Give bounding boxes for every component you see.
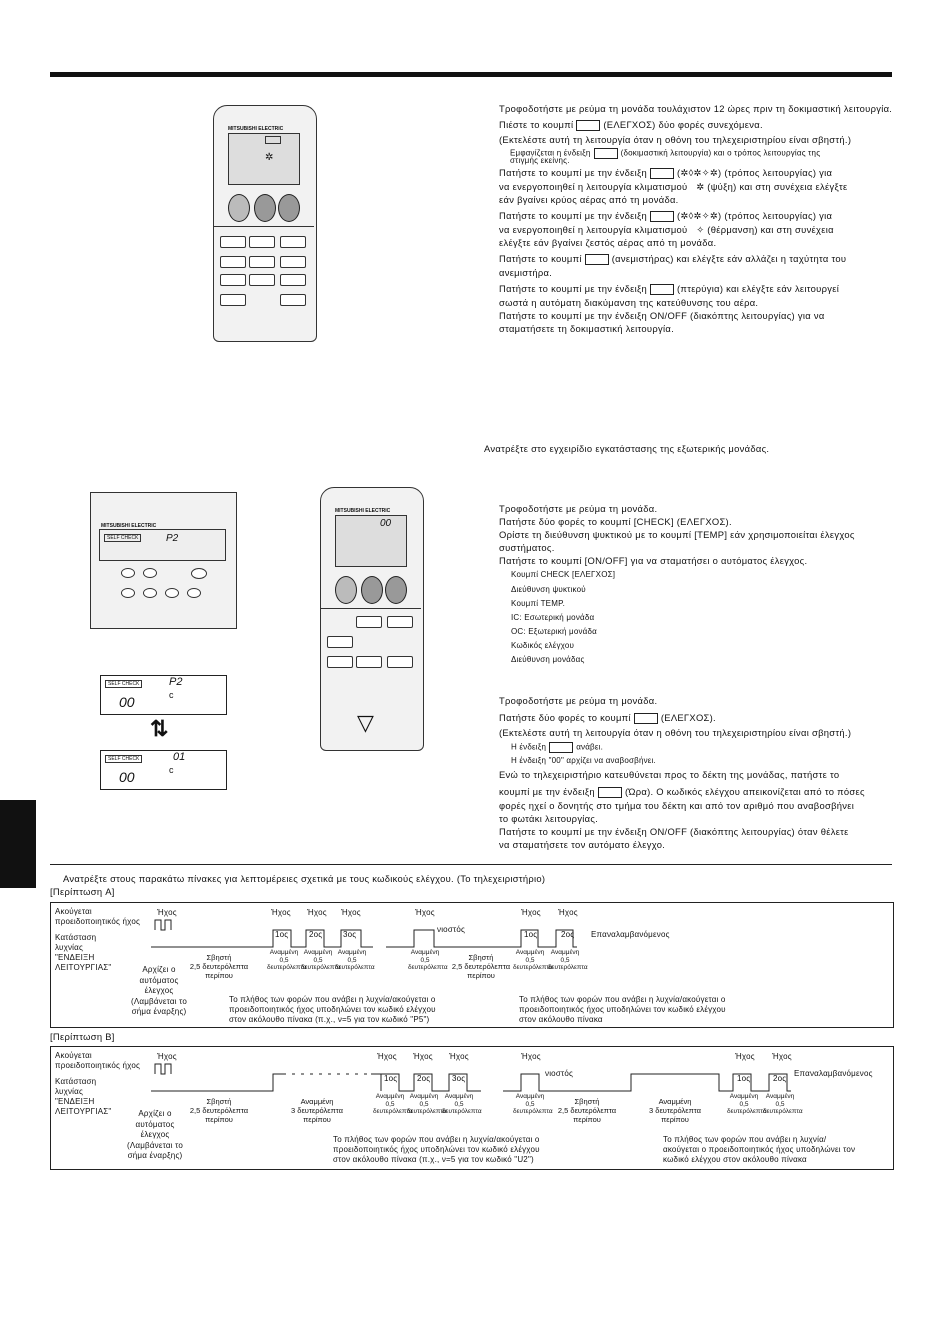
key-r3c1[interactable] <box>220 274 246 286</box>
caseB-title: [Περίπτωση B] <box>50 1031 115 1042</box>
tables-note: Ανατρέξτε στους παρακάτω πίνακες για λεπτομέρειες σχετικά με τους κωδικούς ελέγχου. (Το τηλεχειριστήριο) <box>63 873 546 884</box>
caseB-nth: νιοστός <box>545 1069 574 1078</box>
caseA-second: 2ος <box>309 930 323 939</box>
caseB-beep-4: Ήχος <box>449 1052 469 1061</box>
caseA-beep-6: Ήχος <box>521 908 541 917</box>
caseA-third: 3ος <box>343 930 357 939</box>
caseB-beep-5: Ήχος <box>521 1052 541 1061</box>
s3-line-11: να σταματήσετε τον αυτόματο έλεγχο. <box>499 839 666 850</box>
s3-line-2b: (ΕΛΕΓΧΟΣ). <box>660 712 716 723</box>
s3-line-9: το φωτάκι λειτουργίας. <box>499 813 599 824</box>
s1-line-9b: (τρόπος λειτουργίας) για <box>724 210 833 221</box>
zero-blink: 00 <box>380 518 392 529</box>
s3-line-7a: κουμπί με την ένδειξη <box>499 786 595 797</box>
s1-line-3: (Εκτελέστε αυτή τη λειτουργία όταν η οθόνη του τηλεχειριστηρίου είναι σβηστή.) <box>499 134 852 145</box>
key2-e[interactable] <box>356 656 382 668</box>
zero-readout-2: 00 <box>119 769 135 785</box>
key-w1[interactable] <box>121 588 135 598</box>
caseB-beep-2: Ήχος <box>377 1052 397 1061</box>
caseB-note-1: Το πλήθος των φορών που ανάβει η λυχνία/ακούγεται ο προειδοποιητικός ήχος υποδηλώνει τον κωδικό ελέγχου στον ακόλουθο πίνακα (π.χ., ν=5 για τον κωδικό "U2") <box>333 1135 540 1164</box>
s1-line-7b: (ψύξη) και στη συνέχεια ελέγξτε <box>707 181 848 192</box>
s3-line-6: Ενώ το τηλεχειριστήριο κατευθύνεται προς το δέκτη της μονάδας, πατήστε το <box>499 769 840 780</box>
caseA-off-2: Σβηστή 2,5 δευτερόλεπτα περίπου <box>451 953 511 980</box>
caseB-beep-1: Ήχος <box>157 1052 177 1061</box>
caseA-note-2: Το πλήθος των φορών που ανάβει η λυχνία/ακούγεται ο προειδοποιητικός ήχος υποδηλώνει τον κωδικό ελέγχου στον ακόλουθο πίνακα <box>519 995 726 1024</box>
s3-line-10: Πατήστε το κουμπί με την ένδειξη ON/OFF (διακόπτης λειτουργίας) όταν θέλετε <box>499 826 849 837</box>
s1-line-5: στιγμής εκείνης. <box>510 156 570 165</box>
caseA-beep-1: Ήχος <box>157 908 177 917</box>
caseA-lamp-wave <box>151 930 373 947</box>
caseA-row-lamp: Κατάσταση λυχνίας "ΕΝΔΕΙΞΗ ΛΕΙΤΟΥΡΓΙΑΣ" <box>55 933 112 972</box>
test-run-box <box>265 136 281 144</box>
s3-line-3: (Εκτελέστε αυτή τη λειτουργία όταν η οθόνη του τηλεχειριστηρίου είναι σβηστή.) <box>499 727 852 738</box>
time-button-icon <box>598 787 622 798</box>
remote-screen <box>228 133 300 185</box>
section-divider <box>50 864 892 865</box>
s2-line-4: συστήματος. <box>499 542 555 553</box>
mode-icons: (✲◊✲✧✲) <box>677 167 722 178</box>
temp-up-button[interactable] <box>278 194 300 222</box>
caseB-first: 1ος <box>384 1074 398 1083</box>
sensor-triangle-icon: ▽ <box>357 710 374 735</box>
s2-legend-2: Διεύθυνση ψυκτικού <box>511 585 586 594</box>
caseB-beep-6: Ήχος <box>735 1052 755 1061</box>
caseA-lit-5: Αναμμένη 0,5 δευτερόλεπτα <box>513 949 553 971</box>
caseA-beep-2: Ήχος <box>271 908 291 917</box>
s2-legend-6: Κωδικός ελέγχου <box>511 641 575 650</box>
caseB-first-2: 1ος <box>737 1074 751 1083</box>
s1-line-13: ανεμιστήρα. <box>499 267 553 278</box>
key2-b[interactable] <box>356 616 382 628</box>
caseB-panel <box>50 1046 894 1170</box>
temp-button-wired[interactable] <box>143 568 157 578</box>
remote2-brand: MITSUBISHI ELECTRIC <box>335 508 391 514</box>
s1-line-1: Τροφοδοτήστε με ρεύμα τη μονάδα τουλάχιστον 12 ώρες πριν τη δοκιμαστική λειτουργία. <box>499 103 893 114</box>
caseB-lit-6: Αναμμένη 0,5 δευτερόλεπτα <box>763 1093 803 1115</box>
caseB-second-2: 2ος <box>773 1074 787 1083</box>
caseB-second: 2ος <box>417 1074 431 1083</box>
key-w4[interactable] <box>187 588 201 598</box>
caseB-repeat: Επαναλαμβανόμενος <box>794 1069 873 1078</box>
display-readout-1 <box>100 675 227 715</box>
caseB-third: 3ος <box>452 1074 466 1083</box>
temp-down-button-2[interactable] <box>361 576 383 604</box>
p2-readout-2: P2 <box>169 676 183 688</box>
c-readout-2: c <box>169 765 174 775</box>
caseA-lamp-wave-2 <box>386 930 577 947</box>
wired-screen <box>99 529 226 561</box>
s1-line-14a: Πατήστε το κουμπί με την ένδειξη <box>499 283 647 294</box>
caseA-first: 1ος <box>275 930 289 939</box>
s1-line-8: εάν βγαίνει κρύος αέρας από τη μονάδα. <box>499 194 679 205</box>
self-check-label-3: SELF CHECK <box>105 755 142 763</box>
wired-remote <box>90 492 237 629</box>
mode-button-icon <box>650 168 674 179</box>
s3-line-4a: Η ένδειξη <box>511 742 547 752</box>
caseB-row-beep: Ακούγεται προειδοποιητικός ήχος <box>55 1051 141 1070</box>
s1-line-4b: (δοκιμαστική λειτουργία) και ο τρόπος λειτουργίας της <box>620 148 821 158</box>
top-rule <box>50 72 892 77</box>
s1-line-2b: (ΕΛΕΓΧΟΣ) δύο φορές συνεχόμενα. <box>603 119 763 130</box>
s1-line-14b: (πτερύγια) και ελέγξτε εάν λειτουργεί <box>677 283 840 294</box>
s1-line-10b: (θέρμανση) και στη συνέχεια <box>707 224 834 235</box>
wired-brand: MITSUBISHI ELECTRIC <box>101 523 157 529</box>
wireless-remote-2 <box>320 487 424 751</box>
caseA-lit-4: Αναμμένη 0,5 δευτερόλεπτα <box>408 949 448 971</box>
s1-line-12a: Πατήστε το κουμπί <box>499 253 582 264</box>
s1-line-10a: να ενεργοποιηθεί η λειτουργία κλιματισμού <box>499 224 688 235</box>
s3-line-2a: Πατήστε δύο φορές το κουμπί <box>499 712 631 723</box>
caseB-lit-1: Αναμμένη 0,5 δευτερόλεπτα <box>373 1093 413 1115</box>
s1-line-4a: Εμφανίζεται η ένδειξη <box>510 148 591 158</box>
caseA-lit-6: Αναμμένη 0,5 δευτερόλεπτα <box>548 949 588 971</box>
s2-line-5: Πατήστε το κουμπί [ON/OFF] για να σταματήσει ο αυτόματος έλεγχος. <box>499 555 808 566</box>
key-r4c1[interactable] <box>220 294 246 306</box>
caseA-first-2: 1ος <box>524 930 538 939</box>
caseB-beep-pulse <box>155 1064 171 1074</box>
caseA-row-beep: Ακούγεται προειδοποιητικός ήχος <box>55 907 141 926</box>
caseB-start: Αρχίζει ο αυτόματος έλεγχος (Λαμβάνεται το σήμα έναρξης) <box>127 1109 184 1160</box>
self-check-label-2: SELF CHECK <box>105 680 142 688</box>
caseA-second-2: 2ος <box>561 930 575 939</box>
s3-line-1: Τροφοδοτήστε με ρεύμα τη μονάδα. <box>499 695 658 706</box>
caseB-row-lamp: Κατάσταση λυχνίας "ΕΝΔΕΙΞΗ ΛΕΙΤΟΥΡΓΙΑΣ" <box>55 1077 112 1116</box>
remote-brand: MITSUBISHI ELECTRIC <box>228 126 284 132</box>
fan-button[interactable] <box>249 236 275 248</box>
caseA-lit-3: Αναμμένη 0,5 δευτερόλεπτα <box>335 949 375 971</box>
fan-button-icon <box>585 254 609 265</box>
s1-line-11: ελέγξτε εάν βγαίνει ζεστός αέρας από τη μονάδα. <box>499 237 717 248</box>
s2-legend-1: Κουμπί CHECK [ΕΛΕΓΧΟΣ] <box>511 570 616 579</box>
s1-line-15: σωστά η αυτόματη διακύμανση της κατεύθυνσης του αέρα. <box>499 297 759 308</box>
self-check-label: SELF CHECK <box>104 534 141 542</box>
s1-line-9a: Πατήστε το κουμπί με την ένδειξη <box>499 210 647 221</box>
check-button-wired[interactable] <box>121 568 135 578</box>
caseA-repeat: Επαναλαμβανόμενος <box>591 930 670 939</box>
s2-line-3: Ορίστε τη διεύθυνση ψυκτικού με το κουμπί [TEMP] εάν χρησιμοποιείται έλεγχος <box>499 529 855 540</box>
s3-line-5: Η ένδειξη "00" αρχίζει να αναβοσβήνει. <box>511 756 656 765</box>
caseB-lit-3: Αναμμένη 0,5 δευτερόλεπτα <box>442 1093 482 1115</box>
caseB-on3-1: Αναμμένη 3 δευτερόλεπτα περίπου <box>291 1097 343 1124</box>
check-button[interactable] <box>220 256 246 268</box>
key2-c[interactable] <box>387 616 413 628</box>
s1-line-7a: να ενεργοποιηθεί η λειτουργία κλιματισμού <box>499 181 688 192</box>
s1-line-16: Πατήστε το κουμπί με την ένδειξη ON/OFF (διακόπτης λειτουργίας) για να <box>499 310 825 321</box>
caseA-off-1: Σβηστή 2,5 δευτερόλεπτα περίπου <box>189 953 249 980</box>
c-readout-1: c <box>169 690 174 700</box>
temp-down-button[interactable] <box>254 194 276 222</box>
caseA-beep-5: Ήχος <box>415 908 435 917</box>
s1-line-2a: Πιέστε το κουμπί <box>499 119 574 130</box>
s2-legend-3: Κουμπί TEMP. <box>511 599 566 608</box>
zero-readout-1: 00 <box>119 694 135 710</box>
caseA-beep-pulse <box>155 920 171 930</box>
test-run-icon <box>594 148 618 159</box>
s3-line-7b: (Ώρα). Ο κωδικός ελέγχου απεικονίζεται από το πόσες <box>624 786 865 797</box>
vane-button[interactable] <box>280 236 306 248</box>
caseB-off-1: Σβηστή 2,5 δευτερόλεπτα περίπου <box>189 1097 249 1124</box>
timer-button[interactable] <box>280 256 306 268</box>
mode-button[interactable] <box>220 236 246 248</box>
outdoor-note: Ανατρέξτε στο εγχειρίδιο εγκατάστασης της εξωτερικής μονάδας. <box>484 443 770 454</box>
check-button-2[interactable] <box>327 656 353 668</box>
wireless-remote-1 <box>213 105 317 342</box>
remote2-screen <box>335 515 407 567</box>
s1-line-6b: (τρόπος λειτουργίας) για <box>724 167 833 178</box>
caseA-lit-2: Αναμμένη 0,5 δευτερόλεπτα <box>301 949 341 971</box>
mode-button-icon-2 <box>650 211 674 222</box>
caseA-beep-3: Ήχος <box>307 908 327 917</box>
caseB-beep-3: Ήχος <box>413 1052 433 1061</box>
swap-arrows-icon: ⇅ <box>150 716 169 741</box>
key-r3c3[interactable] <box>280 274 306 286</box>
key-w2[interactable] <box>143 588 157 598</box>
s1-line-12b: (ανεμιστήρας) και ελέγξτε εάν αλλάζει η ταχύτητα του <box>611 253 847 264</box>
on-off-button-2[interactable] <box>335 576 357 604</box>
caseB-note-2: Το πλήθος των φορών που ανάβει η λυχνία/ ακούγεται ο προειδοποιητικός ήχος υποδηλώνει τον κωδικό ελέγχου στον ακόλουθο πίνακα <box>663 1135 856 1164</box>
display-readout-2 <box>100 750 227 790</box>
temp-up-button-2[interactable] <box>385 576 407 604</box>
caseA-lit-1: Αναμμένη 0,5 δευτερόλεπτα <box>267 949 307 971</box>
s2-line-1: Τροφοδοτήστε με ρεύμα τη μονάδα. <box>499 503 658 514</box>
s3-line-8: φορές ηχεί ο δονητής στο τμήμα του δέκτη και από τον αριθμό που αναβοσβήνει <box>499 800 855 811</box>
s2-line-2: Πατήστε δύο φορές το κουμπί [CHECK] (ΕΛΕΓΧΟΣ). <box>499 516 732 527</box>
heat-icon: ✧ <box>696 224 705 235</box>
s1-line-17: σταματήσετε τη δοκιμαστική λειτουργία. <box>499 323 674 334</box>
s3-line-4b: ανάβει. <box>576 742 604 752</box>
key2-a[interactable] <box>327 636 353 648</box>
swing-button[interactable] <box>249 256 275 268</box>
caseA-nth: νιοστός <box>437 925 466 934</box>
caseA-beep-4: Ήχος <box>341 908 361 917</box>
caseA-note-1: Το πλήθος των φορών που ανάβει η λυχνία/ακούγεται ο προειδοποιητικός ήχος υποδηλώνει τον κωδικό ελέγχου στον ακόλουθο πίνακα (π.χ., ν=5 για τον κωδικό "P5") <box>229 995 436 1024</box>
caseB-lit-4: Αναμμένη 0,5 δευτερόλεπτα <box>513 1093 553 1115</box>
caseB-lit-5: Αναμμένη 0,5 δευτερόλεπτα <box>727 1093 767 1115</box>
check-button-icon <box>576 120 600 131</box>
s2-legend-5: OC: Εξωτερική μονάδα <box>511 627 597 636</box>
caseB-off-2: Σβηστή 2,5 δευτερόλεπτα περίπου <box>557 1097 617 1124</box>
d1-readout: 01 <box>173 751 186 763</box>
key-w3[interactable] <box>165 588 179 598</box>
s2-legend-4: IC: Εσωτερική μονάδα <box>511 613 595 622</box>
check-button-icon-2 <box>634 713 658 724</box>
time-button-2[interactable] <box>387 656 413 668</box>
on-off-button[interactable] <box>228 194 250 222</box>
caseA-beep-7: Ήχος <box>558 908 578 917</box>
check-lamp-icon <box>549 742 573 753</box>
p2-readout: P2 <box>166 533 179 544</box>
key-r3c2[interactable] <box>249 274 275 286</box>
s2-legend-7: Διεύθυνση μονάδας <box>511 655 585 664</box>
caseA-start: Αρχίζει ο αυτόματος έλεγχος (Λαμβάνεται το σήμα έναρξης) <box>131 965 188 1016</box>
on-off-button-wired[interactable] <box>191 568 207 579</box>
cool-icon: ✲ <box>696 181 705 192</box>
key-r4c3[interactable] <box>280 294 306 306</box>
mode-icons-2: (✲◊✲✧✲) <box>677 210 722 221</box>
fan-icon: ✲ <box>265 152 274 163</box>
caseB-lit-2: Αναμμένη 0,5 δευτερόλεπτα <box>407 1093 447 1115</box>
vane-button-icon <box>650 284 674 295</box>
caseB-on3-2: Αναμμένη 3 δευτερόλεπτα περίπου <box>649 1097 701 1124</box>
caseA-panel <box>50 902 894 1028</box>
caseB-lamp-wave <box>151 1074 381 1091</box>
caseB-beep-7: Ήχος <box>772 1052 792 1061</box>
section-tab <box>0 800 36 888</box>
s1-line-6a: Πατήστε το κουμπί με την ένδειξη <box>499 167 647 178</box>
caseA-title: [Περίπτωση A] <box>50 886 115 897</box>
